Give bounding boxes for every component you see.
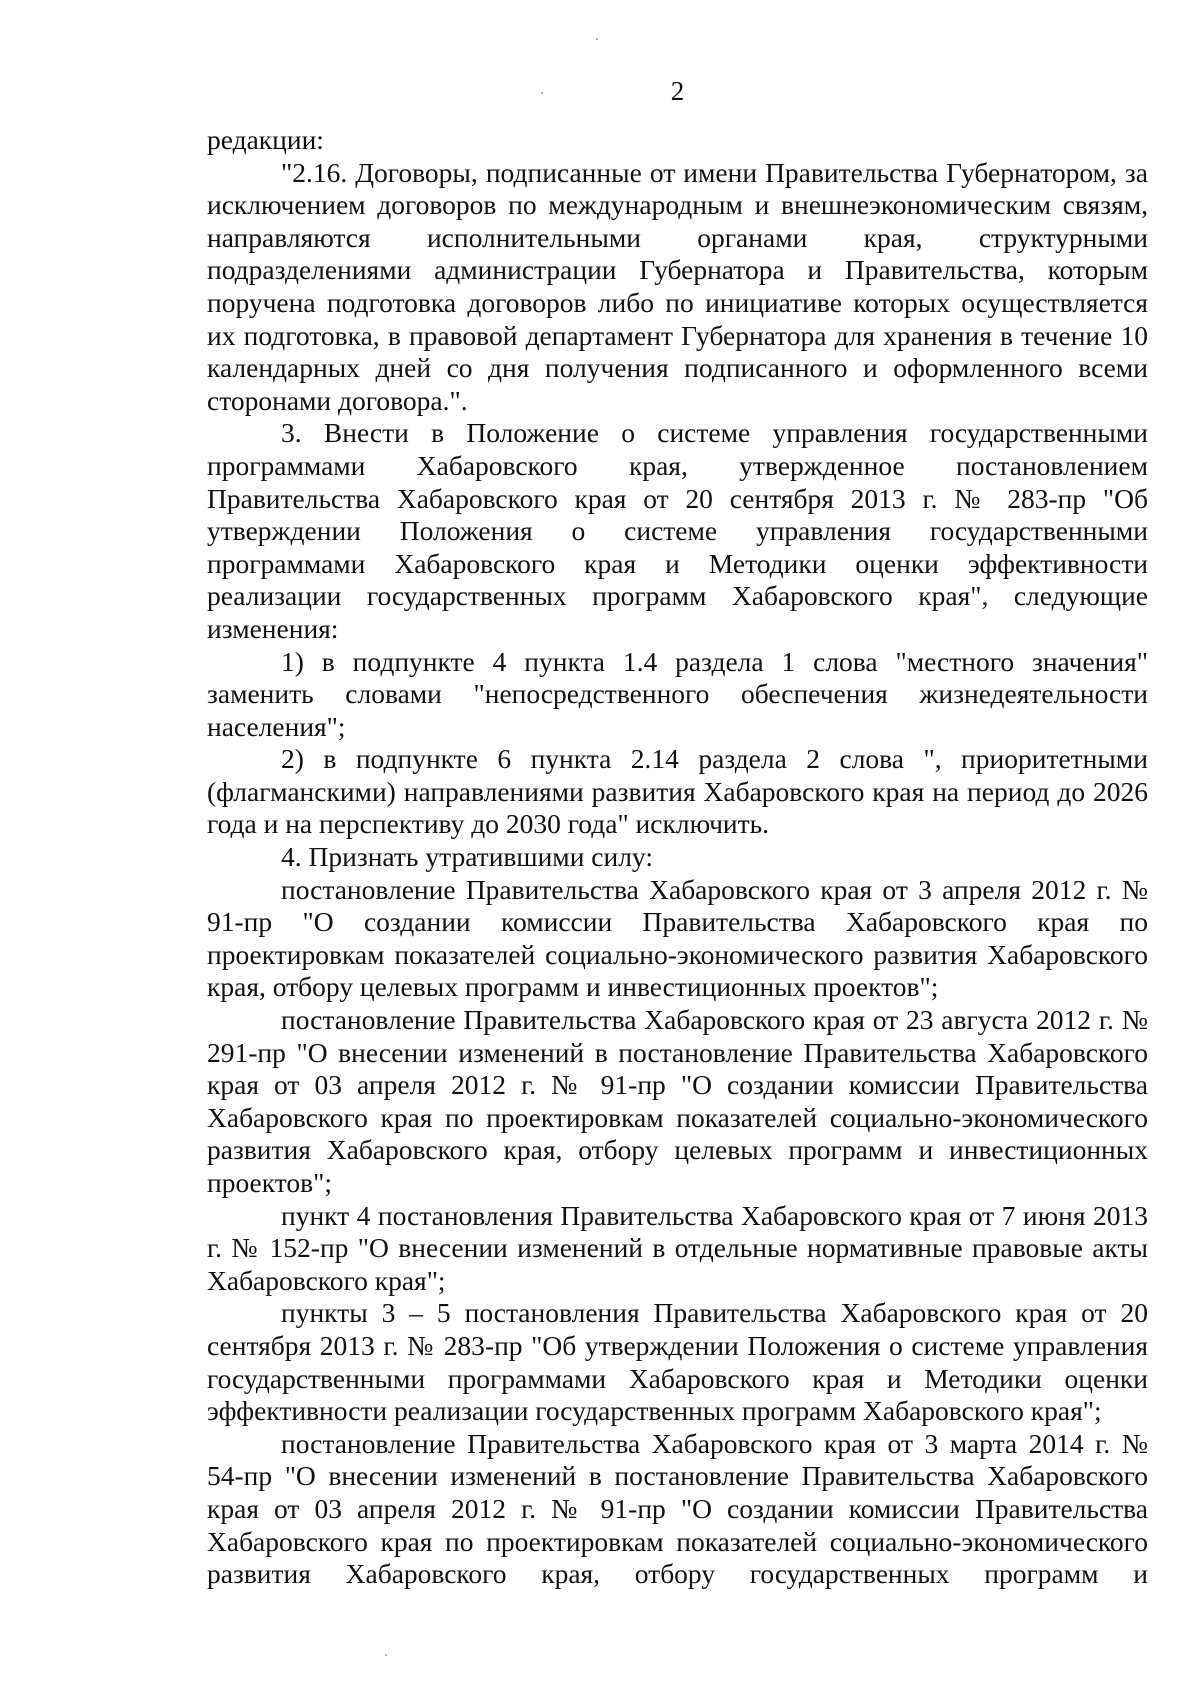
paragraph-clause-2-16: "2.16. Договоры, подписанные от имени Правительства Губернатором, за исключением договоров по международным и внешнеэкономическим связям, направляются исполнительными органами края, структурными подразделениями администрации Губернатора и Правительства, которым поручена подготовка договоров либо по инициативе которых осуществляется их подготовка, в правовой департамент Губернатора для хранения в течение 10 календарных дней со дня получения подписанного и оформленного всеми сторонами договора.".: [207, 156, 1148, 416]
scan-artifact-dot: [385, 1654, 387, 1656]
paragraph-subitem-2: 2) в подпункте 6 пункта 2.14 раздела 2 слова ", приоритетными (флагманскими) направлениями развития Хабаровского края на период до 2026 года и на перспективу до 2030 года" исключить.: [207, 743, 1148, 840]
paragraph-subitem-1: 1) в подпункте 4 пункта 1.4 раздела 1 слова "местного значения" заменить словами "непосредственного обеспечения жизнедеятельности населения";: [207, 645, 1148, 742]
paragraph-repeal-2: постановление Правительства Хабаровского края от 23 августа 2012 г. № 291-пр "О внесении изменений в постановление Правительства Хабаровского края от 03 апреля 2012 г. № 91-пр "О создании комиссии Правительства Хабаровского края по проектировкам показателей социально-экономического развития Хабаровского края, отбору целевых программ и инвестиционных проектов";: [207, 1004, 1148, 1198]
paragraph-item-4: 4. Признать утратившими силу:: [281, 841, 653, 873]
paragraph-repeal-4: пункты 3 – 5 постановления Правительства Хабаровского края от 20 сентября 2013 г. № 283-пр "Об утверждении Положения о системе управления государственными программами Хабаровского края и Методики оценки эффективности реализации государственных программ Хабаровского края";: [207, 1297, 1148, 1427]
paragraph-item-3: 3. Внести в Положение о системе управления государственными программами Хабаровского края, утвержденное постановлением Правительства Хабаровского края от 20 сентября 2013 г. № 283-пр "Об утверждении Положения о системе управления государственными программами Хабаровского края и Методики оценки эффективности реализации государственных программ Хабаровского края", следующие изменения:: [207, 417, 1148, 644]
paragraph-intro-fragment: редакции:: [207, 124, 324, 155]
paragraph-repeal-5: постановление Правительства Хабаровского края от 3 марта 2014 г. № 54-пр "О внесении изменений в постановление Правительства Хабаровского края от 03 апреля 2012 г. № 91-пр "О создании комиссии Правительства Хабаровского края по проектировкам показателей социально-экономического развития Хабаровского края, отбору государственных программ и: [207, 1427, 1148, 1590]
scan-artifact-dot: [596, 38, 598, 40]
page-number: 2: [670, 76, 685, 106]
paragraph-repeal-1: постановление Правительства Хабаровского края от 3 апреля 2012 г. № 91-пр "О создании комиссии Правительства Хабаровского края по проектировкам показателей социально-экономического развития Хабаровского края, отбору целевых программ и инвестиционных проектов";: [207, 873, 1148, 1003]
document-body: [207, 124, 1148, 1591]
paragraph-repeal-3: пункт 4 постановления Правительства Хабаровского края от 7 июня 2013 г. № 152-пр "О внесении изменений в отдельные нормативные правовые акты Хабаровского края";: [207, 1199, 1148, 1296]
